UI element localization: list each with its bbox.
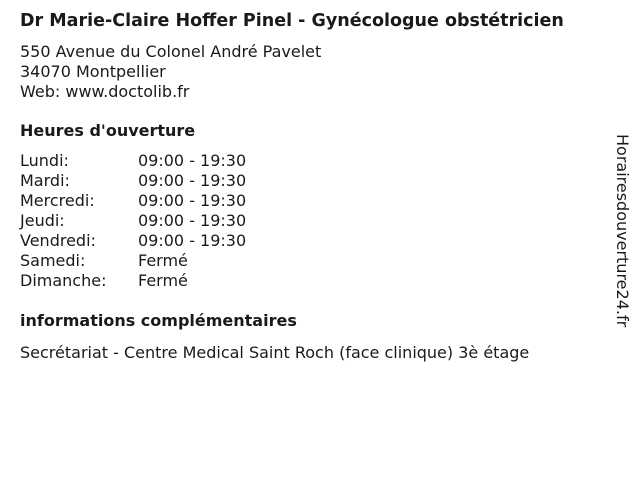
hours-table <box>20 151 612 291</box>
day-label: Mercredi: <box>20 191 95 210</box>
hours-row-monday <box>20 151 612 171</box>
hours-row-sunday <box>20 271 612 291</box>
hours-row-thursday <box>20 211 612 231</box>
day-hours: Fermé <box>138 271 188 290</box>
day-label: Samedi: <box>20 251 86 270</box>
address-block <box>20 42 612 102</box>
side-watermark: Horairesdouverture24.fr <box>613 134 632 328</box>
day-label: Dimanche: <box>20 271 107 290</box>
day-hours: 09:00 - 19:30 <box>138 171 247 190</box>
info-text: Secrétariat - Centre Medical Saint Roch (face clinique) 3è étage <box>20 343 530 362</box>
day-label: Jeudi: <box>20 211 65 230</box>
address-street: 550 Avenue du Colonel André Pavelet <box>20 42 322 61</box>
address-web: Web: www.doctolib.fr <box>20 82 190 101</box>
day-hours: 09:00 - 19:30 <box>138 191 247 210</box>
business-card <box>20 10 612 363</box>
day-label: Vendredi: <box>20 231 96 250</box>
day-hours: 09:00 - 19:30 <box>138 151 247 170</box>
page-title: Dr Marie-Claire Hoffer Pinel - Gynécologue obstétricien <box>20 11 564 31</box>
day-hours: Fermé <box>138 251 188 270</box>
hours-row-wednesday <box>20 191 612 211</box>
hours-row-tuesday <box>20 171 612 191</box>
day-hours: 09:00 - 19:30 <box>138 231 247 250</box>
day-hours: 09:00 - 19:30 <box>138 211 247 230</box>
address-city: 34070 Montpellier <box>20 62 166 81</box>
hours-heading: Heures d'ouverture <box>20 121 196 140</box>
hours-row-friday <box>20 231 612 251</box>
info-heading: informations complémentaires <box>20 311 297 330</box>
day-label: Lundi: <box>20 151 69 170</box>
day-label: Mardi: <box>20 171 70 190</box>
hours-row-saturday <box>20 251 612 271</box>
